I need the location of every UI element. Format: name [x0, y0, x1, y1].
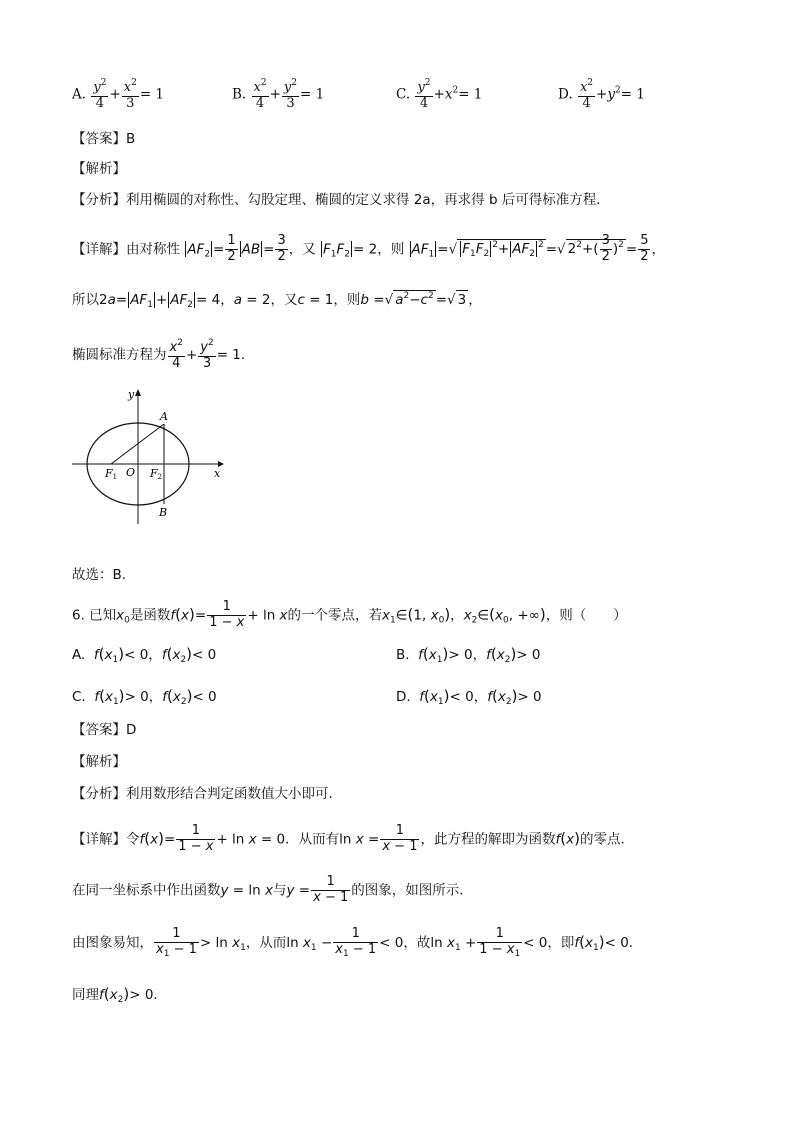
q6-option-d: D. $f(x_1)< 0$，$f(x_2)> 0$: [396, 687, 542, 707]
label-f2: F2: [150, 467, 163, 481]
label-x: x: [214, 467, 221, 480]
q5-answer: 【答案】B: [72, 131, 136, 147]
y-axis-arrow: [135, 389, 141, 396]
q5-analysis-label: 【解析】: [72, 161, 126, 177]
q6-graph-line: 在同一坐标系中作出函数y = ln x与y = $\frac{1}{x - 1}$ 的图象，如图所示．: [72, 874, 473, 905]
q6-option-c: C. $f(x_1)> 0$，$f(x_2)< 0$: [72, 687, 217, 707]
q6-option-b: B. $f(x_1)> 0$，$f(x_2)> 0$: [396, 645, 541, 665]
label-b: B: [159, 506, 168, 519]
q6-analysis-label: 【解析】: [72, 754, 126, 770]
q6-answer: 【答案】D: [72, 722, 137, 738]
q6-same-line: 同理$f(x_2)> 0$．: [72, 985, 167, 1005]
label-f1: F1: [105, 467, 118, 481]
ellipse-figure: [68, 384, 228, 526]
q6-stem: 6. 已知$x_0$是函数f(x)= $\frac{1}{1 - x}$ + ln x的一个零点，若$x_1\in(1$, $x_0$)，$x_2\in(x_0$, +∞)，则（ ）: [72, 599, 627, 630]
label-o: O: [126, 466, 136, 479]
q5-xiangjie-line3: 椭圆标准方程为 $\frac{x^2}{4}$ + $\frac{y^2}{3}$ = 1．: [72, 338, 255, 371]
q5-option-c: C. $\frac{y^2}{4}$ $+x^2= 1$: [396, 78, 483, 111]
q6-easy-line: 由图象易知， $\frac{1}{x_1 - 1}$ > $\ln x_1$，从而$\ln x_1$ − $\frac{1}{x_1 - 1}$ < 0，故$\ln x_1$ + $\frac{1}{1 - x_1}$ < 0，即$f(x_1)< 0$．: [72, 926, 643, 959]
q5-conclusion: 故选：B．: [72, 567, 136, 583]
q5-option-b: B. $\frac{x^2}{4}$ + $\frac{y^2}{3}$ = 1: [232, 78, 325, 111]
q5-fenxi: 【分析】利用椭圆的对称性、勾股定理、椭圆的定义求得 2a，再求得 b 后可得标准方程．: [72, 192, 610, 208]
q6-xiangjie: 【详解】令f(x)= $\frac{1}{1 - x}$ + ln x = 0．从而有ln x = $\frac{1}{x - 1}$ ，此方程的解即为函数f(x)的零点．: [72, 823, 634, 854]
q5-option-a: A. $\frac{y^2}{4}$ + $\frac{x^2}{3}$ = 1: [72, 78, 165, 111]
q5-option-d: D. $\frac{x^2}{4}$ $+y^2= 1$: [558, 78, 645, 111]
q6-fenxi: 【分析】利用数形结合判定函数值大小即可.: [72, 786, 333, 802]
q5-xiangjie-line1: 【详解】由对称性 $AF_2$ = $\frac{1}{2}$ AB = $\frac{3}{2}$ ，又 $F_1F_2 = 2$，则 $AF_1$ =√ $F_1F_2^2+ AF_2^2$ =√ $2^2+$( $\frac{3}{2}$ )$^2$ = $\frac{5}{2}$ ，: [72, 233, 665, 264]
q6-option-a: A. $f(x_1)< 0$，$f(x_2)< 0$: [72, 645, 217, 665]
q5-xiangjie-line2: 所以$2a= AF_1 + AF_2 = 4$，a = 2，又c = 1，则b =√ $a^2-c^2$ =√ 3 ，: [72, 291, 482, 310]
label-a: A: [160, 410, 168, 423]
label-y: y: [128, 388, 135, 401]
